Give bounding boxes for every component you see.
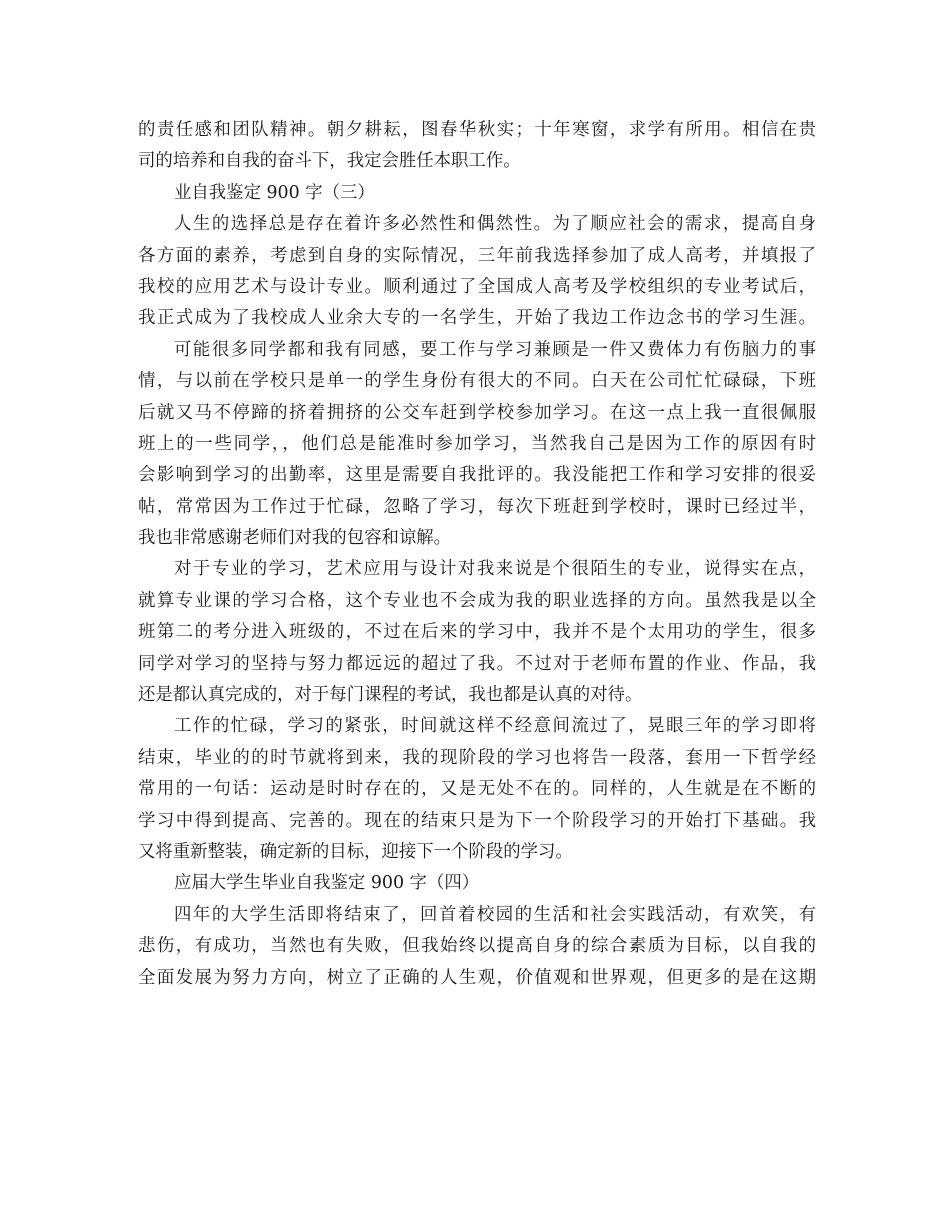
text-line: 四年的大学生活即将结束了，回首着校园的生活和社会实践活动，有欢笑，有 [174, 904, 816, 925]
text-line: 我校的应用艺术与设计专业。顺利通过了全国成人高考及学校组织的专业考试后， [138, 276, 816, 297]
text-line: 各方面的素养，考虑到自身的实际情况，三年前我选择参加了成人高考，并填报了 [138, 245, 816, 266]
text-line: 对于专业的学习，艺术应用与设计对我来说是个很陌生的专业，说得实在点， [174, 559, 816, 580]
text-line: 后就又马不停蹄的挤着拥挤的公交车赶到学校参加学习。在这一点上我一直很佩服 [138, 402, 816, 423]
text-line: 的责任感和团队精神。朝夕耕耘，图春华秋实；十年寒窗，求学有所用。相信在贵 [138, 120, 816, 140]
document-body [138, 115, 816, 994]
text-line: 我正式成为了我校成人业余大专的一名学生，开始了我边工作边念书的学习生涯。 [138, 308, 816, 329]
text-line: 学习中得到提高、完善的。现在的结束只是为下一个阶段学习的开始打下基础。我 [138, 810, 816, 831]
text-line: 帖，常常因为工作过于忙碌，忽略了学习，每次下班赶到学校时，课时已经过半， [138, 496, 816, 517]
text-line: 悲伤，有成功，当然也有失败，但我始终以提高自身的综合素质为目标，以自我的 [138, 936, 816, 957]
text-line: 人生的选择总是存在着许多必然性和偶然性。为了顺应社会的需求，提高自身 [174, 214, 816, 235]
text-line: 常用的一句话：运动是时时存在的，又是无处不在的。同样的，人生就是在不断的 [138, 779, 816, 800]
text-line: 业自我鉴定 900 字（三） [174, 182, 375, 203]
text-line: 又将重新整装，确定新的目标，迎接下一个阶段的学习。 [138, 841, 573, 862]
text-line: 我也非常感谢老师们对我的包容和谅解。 [138, 528, 452, 549]
text-line: 班第二的考分进入班级的，不过在后来的学习中，我并不是个太用功的学生，很多 [138, 622, 816, 643]
text-line: 就算专业课的学习合格，这个专业也不会成为我的职业选择的方向。虽然我是以全 [138, 590, 816, 611]
text-line: 全面发展为努力方向，树立了正确的人生观，价值观和世界观，但更多的是在这期 [138, 967, 816, 988]
text-line: 会影响到学习的出勤率，这里是需要自我批评的。我没能把工作和学习安排的很妥 [138, 465, 816, 486]
text-line: 同学对学习的坚持与努力都远远的超过了我。不过对于老师布置的作业、作品，我 [138, 653, 816, 674]
text-line: 情，与以前在学校只是单一的学生身份有很大的不同。白天在公司忙忙碌碌，下班 [138, 371, 816, 392]
text-line: 还是都认真完成的，对于每门课程的考试，我也都是认真的对待。 [138, 685, 643, 706]
text-line: 工作的忙碌，学习的紧张，时间就这样不经意间流过了，晃眼三年的学习即将 [174, 716, 816, 737]
text-line: 司的培养和自我的奋斗下，我定会胜任本职工作。 [138, 151, 521, 172]
text-line: 应届大学生毕业自我鉴定 900 字（四） [174, 873, 480, 894]
text-line: 班上的一些同学，，他们总是能准时参加学习，当然我自己是因为工作的原因有时 [138, 433, 816, 454]
text-line: 可能很多同学都和我有同感，要工作与学习兼顾是一件又费体力有伤脑力的事 [174, 339, 816, 360]
text-line: 结束，毕业的的时节就将到来，我的现阶段的学习也将告一段落，套用一下哲学经 [138, 747, 816, 768]
